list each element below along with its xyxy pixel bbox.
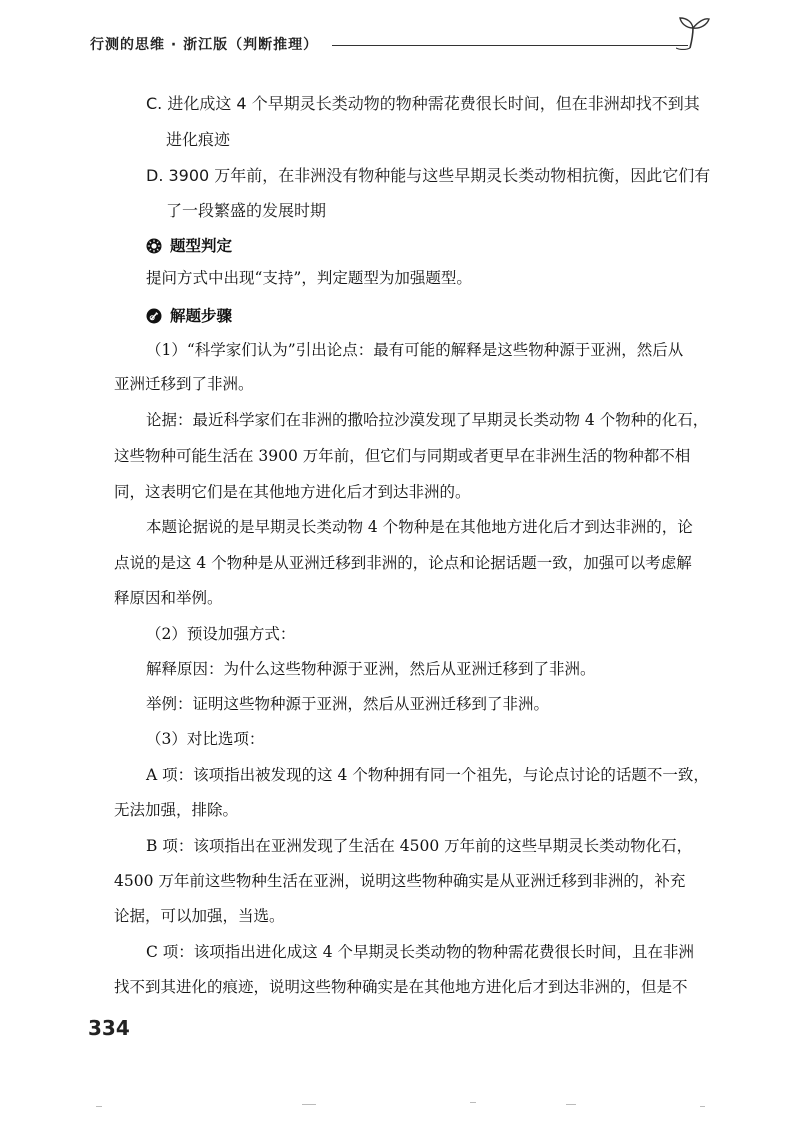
section-question-type-heading — [146, 236, 232, 256]
body-line: 论据，可以加强，当选。 — [114, 907, 285, 925]
body-line: A 项：该项指出被发现的这 4 个物种拥有同一个祖先，与论点讨论的话题不一致， — [146, 766, 709, 784]
body-line: 论据：最近科学家们在非洲的撒哈拉沙漠发现了早期灵长类动物 4 个物种的化石， — [146, 411, 709, 429]
option-c-line-2: 进化痕迹 — [166, 130, 231, 149]
body-line: B 项：该项指出在亚洲发现了生活在 4500 万年前的这些早期灵长类动物化石， — [146, 837, 693, 855]
section-steps-heading — [146, 306, 232, 326]
header-rule — [332, 45, 688, 46]
scan-speck — [566, 1104, 576, 1105]
body-line: 举例：证明这些物种源于亚洲，然后从亚洲迁移到了非洲。 — [146, 695, 550, 713]
section-steps-title: 解题步骤 — [170, 307, 233, 325]
body-line: 这些物种可能生活在 3900 万年前，但它们与同期或者更早在非洲生活的物种都不相 — [114, 447, 691, 465]
section-question-type-title: 题型判定 — [170, 237, 233, 255]
page-number: 334 — [88, 1016, 130, 1040]
option-c-line-1: C. 进化成这 4 个早期灵长类动物的物种需花费很长时间，但在非洲却找不到其 — [146, 94, 700, 113]
pen-icon — [146, 308, 162, 324]
body-line: 释原因和举例。 — [114, 589, 223, 607]
body-line: 点说的是这 4 个物种是从亚洲迁移到非洲的，论点和论据话题一致，加强可以考虑解 — [114, 554, 692, 572]
sun-icon — [146, 238, 162, 254]
body-line: 无法加强，排除。 — [114, 801, 239, 819]
body-line: 解释原因：为什么这些物种源于亚洲，然后从亚洲迁移到了非洲。 — [146, 660, 596, 678]
question-type-text: 提问方式中出现“支持”，判定题型为加强题型。 — [146, 269, 472, 287]
option-d-line-2: 了一段繁盛的发展时期 — [166, 201, 327, 220]
sprout-icon — [676, 10, 712, 50]
scan-speck — [302, 1104, 316, 1105]
body-line: （2）预设加强方式： — [146, 625, 296, 643]
body-line: C 项：该项指出进化成这 4 个早期灵长类动物的物种需花费很长时间，且在非洲 — [146, 943, 695, 961]
body-line: （1）“科学家们认为”引出论点：最有可能的解释是这些物种源于亚洲，然后从 — [146, 341, 684, 359]
scan-speck — [96, 1106, 102, 1107]
body-line: 4500 万年前这些物种生活在亚洲，说明这些物种确实是从亚洲迁移到非洲的，补充 — [114, 872, 686, 890]
scan-speck — [700, 1106, 705, 1107]
body-line: （3）对比选项： — [146, 730, 265, 748]
option-d-line-1: D. 3900 万年前，在非洲没有物种能与这些早期灵长类动物相抗衡，因此它们有 — [146, 166, 711, 185]
body-line: 找不到其进化的痕迹，说明这些物种确实是在其他地方进化后才到达非洲的，但是不 — [114, 978, 688, 996]
body-line: 亚洲迁移到了非洲。 — [114, 375, 254, 393]
body-line: 本题论据说的是早期灵长类动物 4 个物种是在其他地方进化后才到达非洲的，论 — [146, 518, 693, 536]
scan-speck — [470, 1102, 476, 1103]
body-line: 同，这表明它们是在其他地方进化后才到达非洲的。 — [114, 483, 471, 501]
running-header-title: 行测的思维 · 浙江版（判断推理） — [90, 37, 319, 53]
